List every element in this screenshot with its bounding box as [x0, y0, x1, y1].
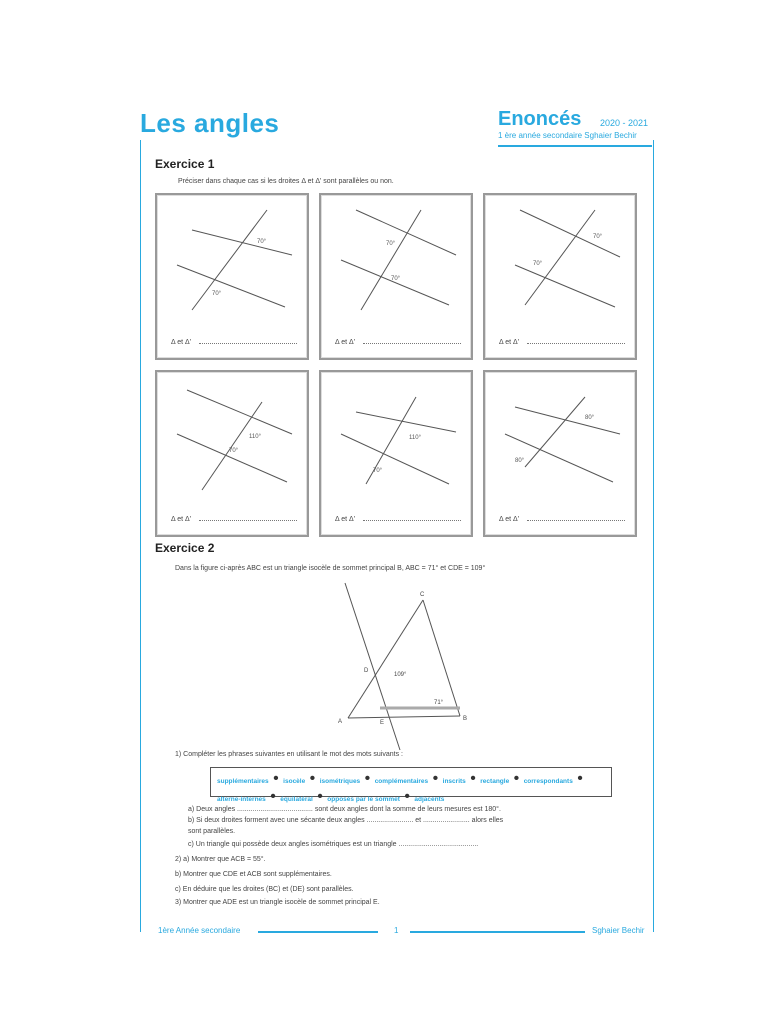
exercise-2-statement: Dans la figure ci-après ABC est un triangle isocèle de sommet principal B, ABC = 71° et CDE = 109°	[175, 565, 486, 572]
vertex-label-a: A	[338, 719, 343, 725]
word-isocele: isocèle	[283, 778, 306, 785]
word-adjacents: adjacents	[414, 796, 445, 803]
footer-rule-left	[258, 931, 378, 933]
answer-blank	[527, 520, 625, 521]
card-answer-label: Δ et Δ'	[335, 339, 356, 346]
angle-label-b: 80°	[515, 458, 525, 464]
angle-label-b: 70°	[229, 448, 239, 454]
answer-blank	[363, 520, 461, 521]
word-alterne-internes: alterne-internes	[217, 796, 266, 803]
parallel-lines-diagram	[321, 372, 471, 535]
exercise-1-instruction: Préciser dans chaque cas si les droites Δ et Δ' sont parallèles ou non.	[178, 178, 394, 185]
word-inscrits: inscrits	[442, 778, 466, 785]
parallel-lines-diagram	[321, 195, 471, 358]
card-answer-label: Δ et Δ'	[171, 516, 192, 523]
header-author: Sghaier Bechir	[584, 131, 637, 140]
footer-grade: 1ère Année secondaire	[158, 926, 241, 935]
angle-label-71: 71°	[434, 700, 444, 706]
question-item-c: c) Un triangle qui possède deux angles isométriques est un triangle .........................................	[188, 841, 479, 848]
angle-label-109: 109°	[394, 672, 407, 678]
word-bank: supplémentaires • isocèle • isométriques • complémentaires • inscrits • rectangle • correspondants • alterne-internes • équilatéral • opposés par le sommet • adjacents	[210, 767, 612, 797]
angle-label-a: 70°	[257, 239, 267, 245]
answer-blank	[199, 343, 297, 344]
footer-author: Sghaier Bechir	[592, 926, 645, 935]
figure-card-5	[319, 370, 473, 537]
card-answer-label: Δ et Δ'	[499, 339, 520, 346]
word-rectangle: rectangle	[480, 778, 510, 785]
word-isometriques: isométriques	[319, 778, 361, 785]
header-subtitle	[498, 131, 637, 140]
parallel-lines-diagram	[485, 372, 635, 535]
word-complementaires: complémentaires	[374, 778, 429, 785]
word-supplementaires: supplémentaires	[217, 778, 269, 785]
answer-blank	[363, 343, 461, 344]
parallel-lines-diagram	[485, 195, 635, 358]
question-2b: b) Montrer que CDE et ACB sont supplémentaires.	[175, 871, 332, 878]
question-2c: c) En déduire que les droites (BC) et (DE) sont parallèles.	[175, 886, 354, 893]
school-year: 2020 - 2021	[600, 118, 649, 128]
header-rule	[498, 145, 652, 147]
vertex-label-c: C	[420, 592, 425, 598]
angle-label-a: 70°	[386, 241, 396, 247]
question-item-b: b) Si deux droites forment avec une sécante deux angles ........................ et ........................ alors elles	[188, 817, 504, 824]
angle-label-a: 110°	[249, 434, 261, 440]
angle-label-a: 80°	[585, 415, 595, 421]
word-opposes: opposés par le sommet	[327, 796, 400, 803]
parallel-lines-diagram	[157, 195, 307, 358]
word-correspondants: correspondants	[523, 778, 573, 785]
parallel-lines-diagram	[157, 372, 307, 535]
figure-card-4	[155, 370, 309, 537]
angle-label-b: 70°	[373, 468, 383, 474]
figure-card-6	[483, 370, 637, 537]
angle-label-a: 70°	[593, 234, 603, 240]
angle-label-b: 70°	[391, 276, 401, 282]
exercise-1-title: Exercice 1	[155, 157, 215, 171]
figure-card-2	[319, 193, 473, 360]
triangle-figure	[330, 578, 500, 753]
card-answer-label: Δ et Δ'	[335, 516, 356, 523]
page-title: Les angles	[140, 108, 280, 138]
exercise-2-title: Exercice 2	[155, 541, 215, 555]
question-item-b-cont: sont parallèles.	[188, 828, 236, 835]
answer-blank	[527, 343, 625, 344]
question-1: 1) Compléter les phrases suivantes en utilisant le mot des mots suivants :	[175, 751, 403, 758]
vertex-label-b: B	[463, 716, 468, 722]
angle-label-a: 110°	[409, 435, 421, 441]
card-answer-label: Δ et Δ'	[499, 516, 520, 523]
question-item-a: a) Deux angles ....................................... sont deux angles dont la somme de leurs mesures est 180°.	[188, 806, 501, 813]
question-3: 3) Montrer que ADE est un triangle isocèle de sommet principal E.	[175, 899, 380, 906]
answer-blank	[199, 520, 297, 521]
card-answer-label: Δ et Δ'	[171, 339, 192, 346]
question-2a: 2) a) Montrer que ACB = 55°.	[175, 856, 266, 863]
angle-label-b: 70°	[533, 261, 543, 267]
page-number: 1	[394, 926, 399, 935]
figure-card-3	[483, 193, 637, 360]
footer-rule-right	[410, 931, 585, 933]
angle-label-b: 70°	[212, 291, 222, 297]
section-label: Enoncés	[498, 108, 582, 130]
vertex-label-d: D	[364, 668, 369, 674]
grade-level: 1 ère année secondaire	[498, 131, 583, 140]
word-equilateral: équilatéral	[280, 796, 313, 803]
vertex-label-e: E	[380, 720, 385, 726]
figure-card-1	[155, 193, 309, 360]
